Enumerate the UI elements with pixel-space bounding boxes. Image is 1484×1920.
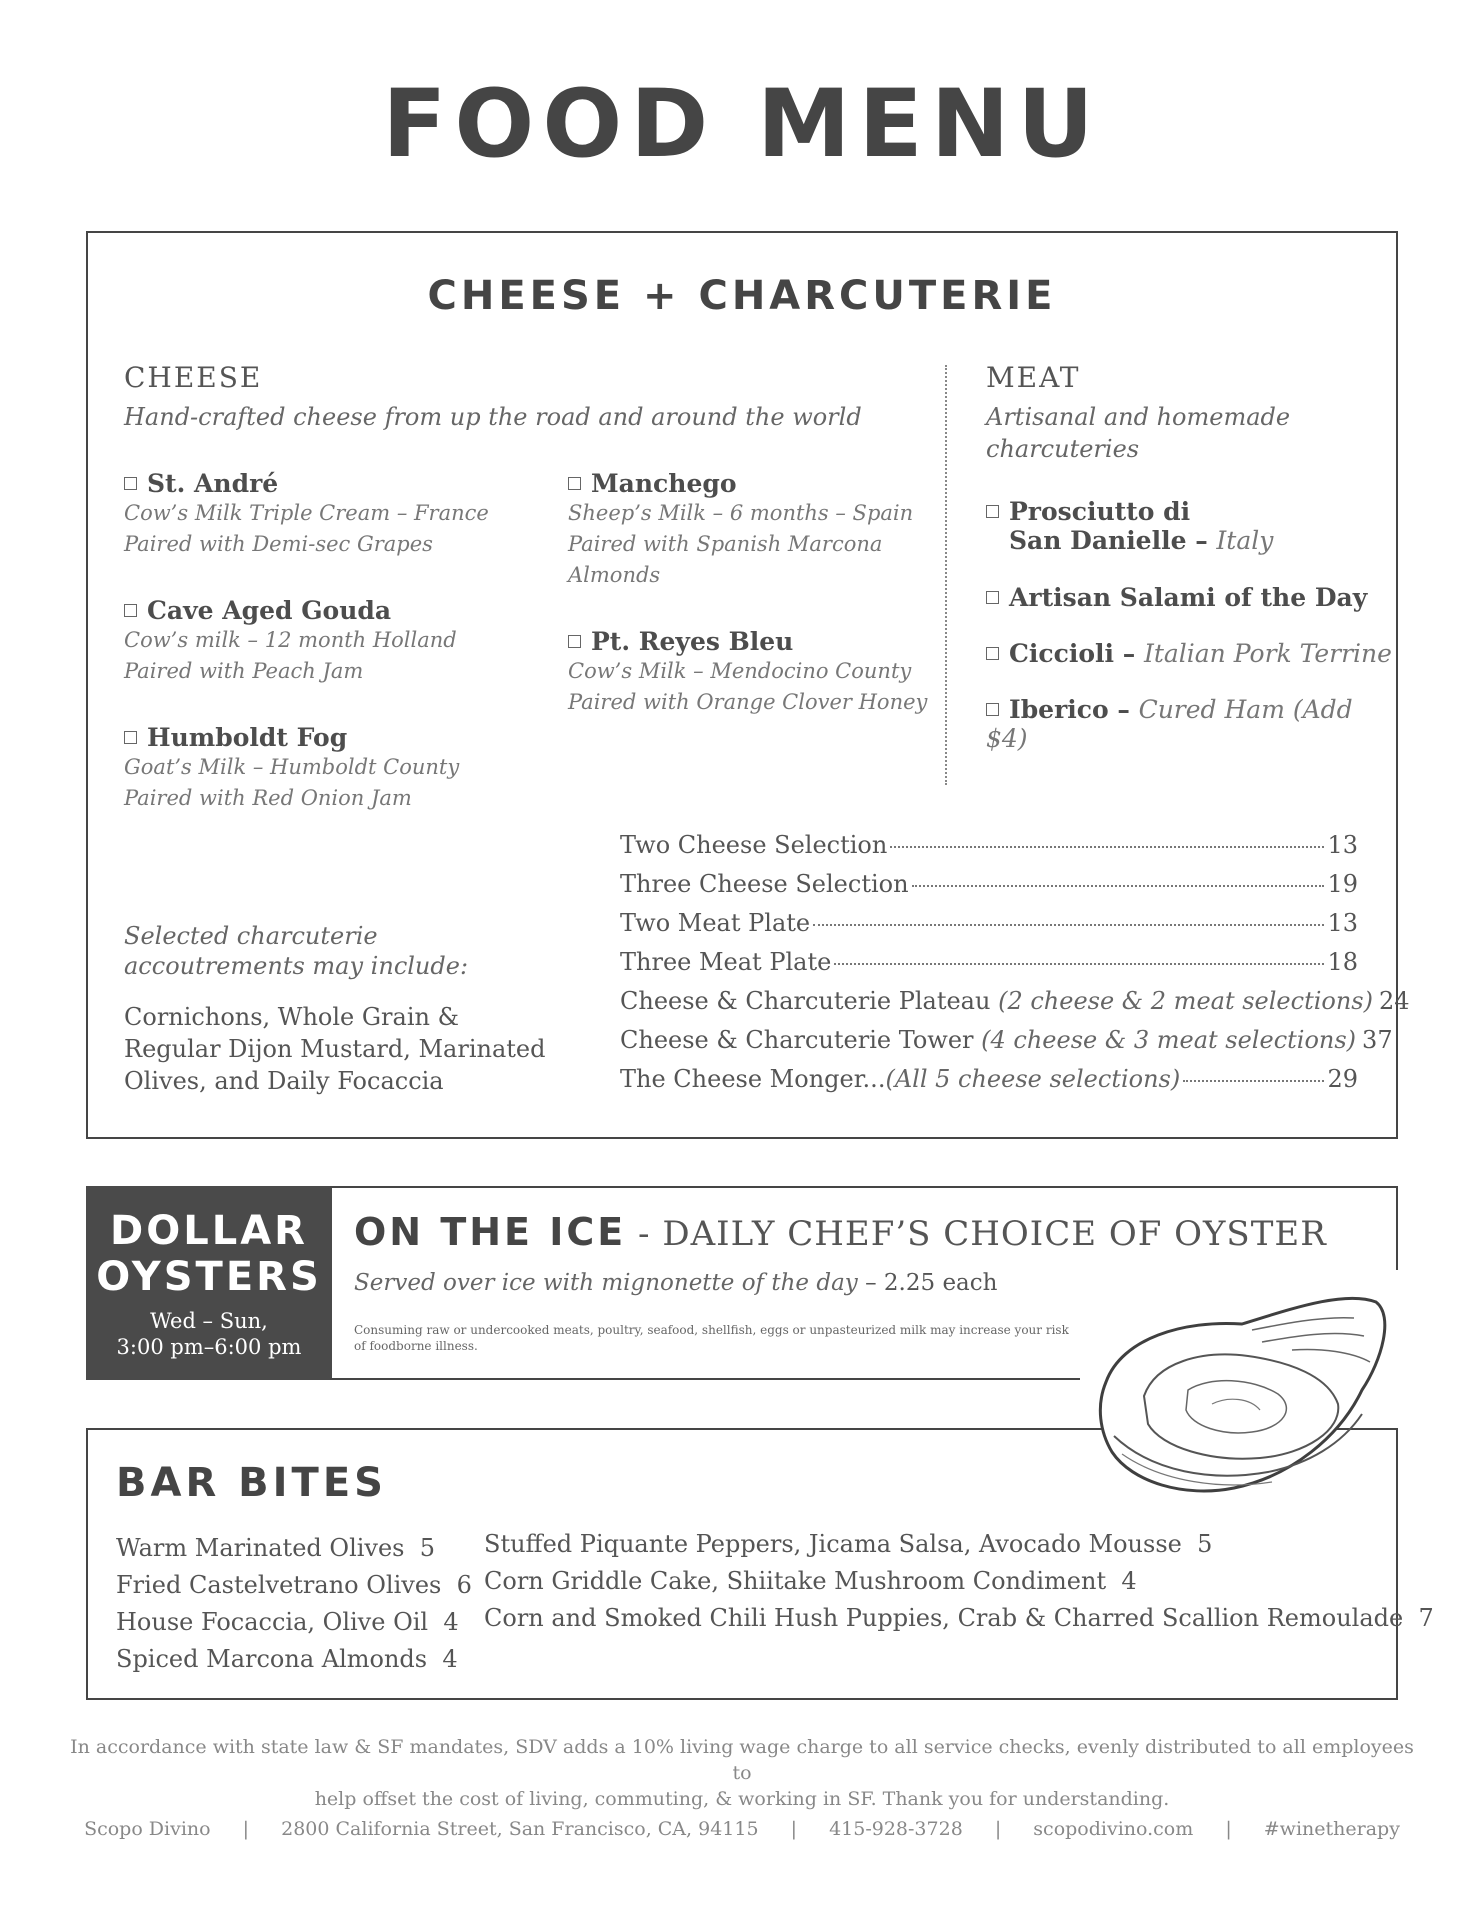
oyster-illustration	[1092, 1286, 1394, 1500]
bar-bite-item: Corn and Smoked Chili Hush Puppies, Crab & Charred Scallion Remoulade 7	[484, 1604, 1434, 1632]
accoutrements-list: Cornichons, Whole Grain & Regular Dijon Mustard, Marinated Olives, and Daily Focaccia	[124, 1003, 546, 1095]
checkbox-icon	[986, 647, 999, 660]
restaurant-name: Scopo Divino	[84, 1818, 211, 1840]
bar-bite-item: House Focaccia, Olive Oil 4	[116, 1608, 459, 1636]
address: 2800 California Street, San Francisco, CA, 94115	[281, 1818, 759, 1840]
price-row: Two Cheese Selection 13	[620, 831, 1358, 859]
on-the-ice-title: ON THE ICE - DAILY CHEF’S CHOICE OF OYSTER	[354, 1210, 1327, 1254]
bar-bites-title: BAR BITES	[116, 1460, 387, 1506]
checkbox-icon	[568, 635, 581, 648]
bar-bite-item: Stuffed Piquante Peppers, Jicama Salsa, Avocado Mousse 5	[484, 1530, 1213, 1558]
bar-bite-item: Spiced Marcona Almonds 4	[116, 1645, 458, 1673]
meat-item: Prosciutto di San Danielle – Italy	[986, 497, 1273, 555]
accoutrements-intro: Selected charcuterie accoutrements may include:	[124, 922, 469, 980]
bar-bite-item: Corn Griddle Cake, Shiitake Mushroom Condiment 4	[484, 1567, 1137, 1595]
checkbox-icon	[124, 477, 137, 490]
cheese-item: Pt. Reyes Bleu Cow’s Milk – Mendocino County Paired with Orange Clover Honey	[568, 627, 928, 714]
cheese-item: St. André Cow’s Milk Triple Cream – France Paired with Demi-sec Grapes	[124, 469, 489, 556]
section-title: CHEESE + CHARCUTERIE	[427, 273, 1057, 319]
phone: 415-928-3728	[829, 1818, 963, 1840]
contact-bar: Scopo Divino | 2800 California Street, San Francisco, CA, 94115 | 415-928-3728 | scopodivino.com | #winetherapy	[84, 1818, 1400, 1840]
checkbox-icon	[986, 703, 999, 716]
page-title: FOOD MENU	[382, 70, 1102, 179]
website-link[interactable]: scopodivino.com	[1033, 1818, 1194, 1840]
bar-bite-item: Warm Marinated Olives 5	[116, 1534, 436, 1562]
meat-item: Iberico – Cured Ham (Add $4)	[986, 695, 1353, 753]
meat-item: Artisan Salami of the Day	[986, 583, 1367, 612]
cheese-item: Cave Aged Gouda Cow’s milk – 12 month Holland Paired with Peach Jam	[124, 596, 457, 683]
column-divider	[945, 365, 947, 785]
bar-bite-item: Fried Castelvetrano Olives 6	[116, 1571, 472, 1599]
price-row: Three Cheese Selection 19	[620, 870, 1358, 898]
meat-description: Artisanal and homemade charcuteries	[986, 403, 1291, 463]
cheese-heading: CHEESE	[124, 361, 263, 394]
price-row: Three Meat Plate 18	[620, 948, 1358, 976]
meat-heading: MEAT	[986, 361, 1081, 394]
checkbox-icon	[568, 477, 581, 490]
price-row: The Cheese Monger...(All 5 cheese selections) 29	[620, 1065, 1358, 1093]
health-warning: Consuming raw or undercooked meats, poultry, seafood, shellfish, eggs or unpasteurized milk may increase your risk of foodborne illness.	[354, 1323, 1069, 1353]
cheese-item: Humboldt Fog Goat’s Milk – Humboldt County Paired with Red Onion Jam	[124, 723, 460, 810]
oyster-serving: Served over ice with mignonette of the day – 2.25 each	[354, 1270, 998, 1296]
checkbox-icon	[124, 604, 137, 617]
price-row: Two Meat Plate 13	[620, 909, 1358, 937]
checkbox-icon	[124, 731, 137, 744]
price-row: Cheese & Charcuterie Tower (4 cheese & 3 meat selections) 37	[620, 1026, 1393, 1054]
cheese-item: Manchego Sheep’s Milk – 6 months – Spain Paired with Spanish Marcona Almonds	[568, 469, 914, 587]
dollar-oysters-badge: DOLLAR OYSTERS Wed – Sun, 3:00 pm–6:00 pm	[86, 1186, 332, 1380]
cheese-charcuterie-section	[86, 231, 1410, 1139]
hashtag: #winetherapy	[1263, 1818, 1400, 1840]
checkbox-icon	[986, 505, 999, 518]
price-row: Cheese & Charcuterie Plateau (2 cheese & 2 meat selections) 24	[620, 987, 1410, 1015]
checkbox-icon	[986, 591, 999, 604]
living-wage-notice: In accordance with state law & SF mandates, SDV adds a 10% living wage charge to all service checks, evenly distributed to all employees to help offset the cost of living, commuting, & working in SF. Thank you for understanding.	[70, 1736, 1414, 1810]
meat-item: Ciccioli – Italian Pork Terrine	[986, 639, 1392, 668]
cheese-description: Hand-crafted cheese from up the road and around the world	[124, 403, 862, 431]
